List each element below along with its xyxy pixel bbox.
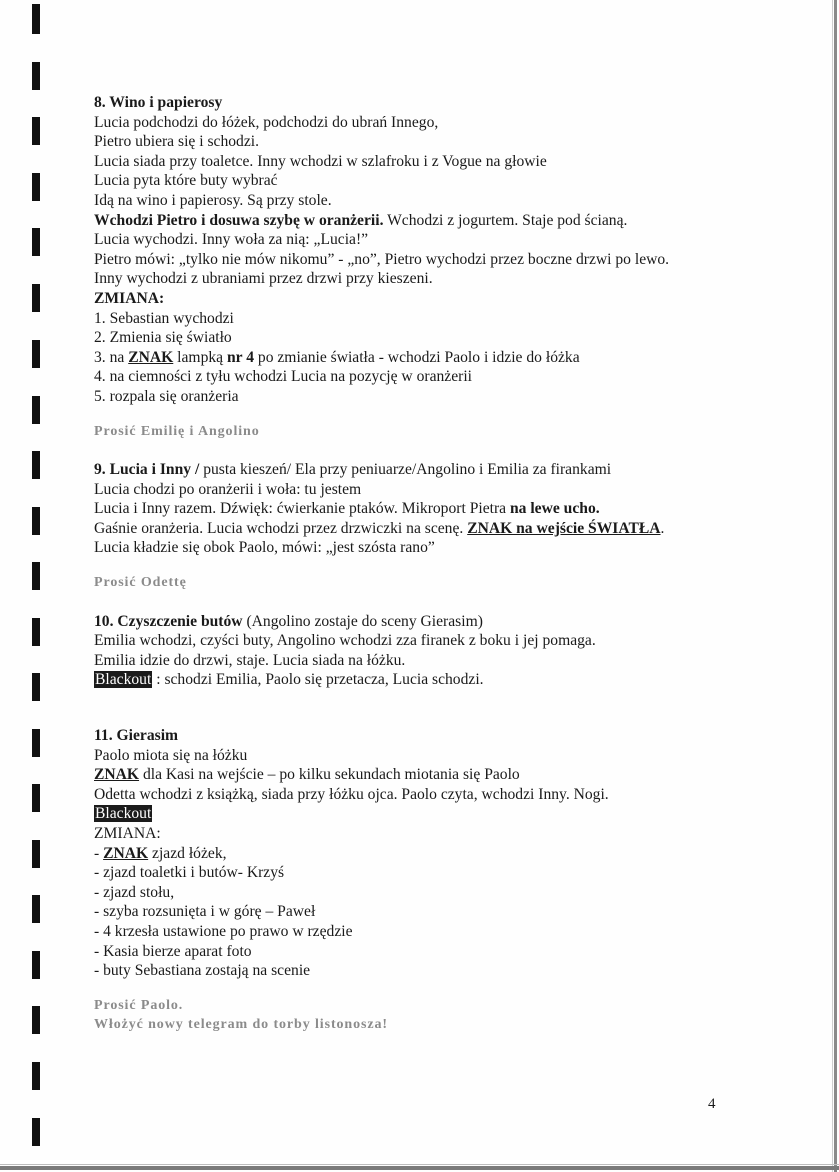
text-line: Idą na wino i papierosy. Są przy stole. xyxy=(94,191,332,209)
text-run: po zmianie światła - wchodzi Paolo i idzie do łóżka xyxy=(254,348,580,366)
text-run: Lucia i Inny razem. Dźwięk: ćwierkanie ptaków. Mikroport Pietra xyxy=(94,500,510,518)
document-body xyxy=(94,93,734,1035)
cue-marker: ZNAK xyxy=(103,844,149,862)
binder-hole-mark xyxy=(32,4,40,34)
call-note: Prosić Emilię i Angolino xyxy=(94,423,260,439)
binder-hole-mark xyxy=(32,1118,40,1146)
list-item: 4. na ciemności z tyłu wchodzi Lucia na pozycję w oranżerii xyxy=(94,368,472,386)
list-item xyxy=(94,348,734,368)
binder-hole-mark xyxy=(32,451,40,479)
bold-text: na lewe ucho. xyxy=(509,500,600,518)
page-number: 4 xyxy=(708,1096,716,1112)
list-item: - 4 krzesła ustawione po prawo w rzędzie xyxy=(94,922,353,940)
text-run: lampką xyxy=(173,348,227,366)
change-heading: ZMIANA: xyxy=(94,289,165,307)
text-line: Pietro mówi: „tylko nie mów nikomu” - „no”, Pietro wychodzi przez boczne drzwi po lewo. xyxy=(94,250,670,268)
list-item: 5. rozpala się oranżeria xyxy=(94,387,239,405)
binder-hole-mark xyxy=(32,1062,40,1090)
call-note: Prosić Paolo. xyxy=(94,997,184,1013)
text-run: (Angolino zostaje do sceny Gierasim) xyxy=(242,612,483,630)
binder-hole-mark xyxy=(32,228,40,256)
text-line: Paolo miota się na łóżku xyxy=(94,746,248,764)
section-11 xyxy=(94,726,734,1035)
text-run: Gaśnie oranżeria. Lucia wchodzi przez drzwiczki na scenę. xyxy=(94,519,468,537)
text-line xyxy=(94,804,734,824)
binder-hole-mark xyxy=(32,618,40,646)
section-10 xyxy=(94,612,734,690)
text-line xyxy=(94,499,734,519)
text-run: . xyxy=(660,519,665,537)
cue-marker: ZNAK xyxy=(94,766,140,784)
bold-text: nr 4 xyxy=(226,348,254,366)
blackout-highlight: Blackout xyxy=(95,805,152,823)
binder-hole-mark xyxy=(32,729,40,757)
bold-text: 10. Czyszczenie butów xyxy=(94,612,243,630)
text-line: Pietro ubiera się i schodzi. xyxy=(94,133,259,151)
section-heading xyxy=(94,612,734,632)
section-8 xyxy=(94,93,734,441)
section-9 xyxy=(94,460,734,593)
text-line: Lucia siada przy toaletce. Inny wchodzi w szlafroku i z Vogue na głowie xyxy=(94,152,547,170)
text-run: dla Kasi na wejście – po kilku sekundach miotania się Paolo xyxy=(139,766,520,784)
list-item xyxy=(94,844,734,864)
list-item: - Kasia bierze aparat foto xyxy=(94,942,252,960)
text-run: pusta kieszeń/ Ela przy peniuarze/Angolino i Emilia za firankami xyxy=(199,461,612,479)
text-line: Lucia chodzi po oranżerii i woła: tu jestem xyxy=(94,480,362,498)
section-heading: 11. Gierasim xyxy=(94,727,179,745)
scan-edge-right xyxy=(834,0,837,1172)
text-line: Lucia pyta które buty wybrać xyxy=(94,172,278,190)
binder-hole-mark xyxy=(32,1006,40,1034)
bold-text: 9. Lucia i Inny / xyxy=(94,461,200,479)
binder-hole-mark xyxy=(32,396,40,424)
binder-hole-mark xyxy=(32,784,40,812)
list-item: 1. Sebastian wychodzi xyxy=(94,309,234,327)
text-run: - xyxy=(94,844,104,862)
text-run: Wchodzi z jogurtem. Staje pod ścianą. xyxy=(383,211,628,229)
list-item: - zjazd stołu, xyxy=(94,883,175,901)
text-line: Odetta wchodzi z książką, siada przy łóżku ojca. Paolo czyta, wchodzi Inny. Nogi. xyxy=(94,785,609,803)
text-run: : schodzi Emilia, Paolo się przetacza, Lucia schodzi. xyxy=(152,671,484,689)
binder-hole-mark xyxy=(32,507,40,535)
call-note: Włożyć nowy telegram do torby listonosza! xyxy=(94,1017,388,1033)
binder-hole-mark xyxy=(32,840,40,868)
binder-hole-mark xyxy=(32,340,40,368)
scan-edge-bottom xyxy=(0,1166,839,1170)
text-line xyxy=(94,211,734,231)
blackout-highlight: Blackout xyxy=(95,671,152,689)
list-item: - zjazd toaletki i butów- Krzyś xyxy=(94,864,285,882)
text-line: Lucia wychodzi. Inny woła za nią: „Lucia!” xyxy=(94,231,369,249)
section-heading: 8. Wino i papierosy xyxy=(94,94,223,111)
binder-hole-mark xyxy=(32,284,40,312)
text-run: zjazd łóżek, xyxy=(148,844,227,862)
text-line xyxy=(94,519,734,539)
change-heading: ZMIANA: xyxy=(94,825,161,842)
binder-hole-mark xyxy=(32,673,40,701)
binder-hole-mark xyxy=(32,173,40,201)
scan-edge-bottom-inner xyxy=(0,1164,839,1165)
call-note: Prosić Odettę xyxy=(94,575,187,591)
list-item: 2. Zmienia się światło xyxy=(94,329,232,347)
binder-hole-mark xyxy=(32,895,40,923)
text-line: Emilia wchodzi, czyści buty, Angolino wchodzi zza firanek z boku i jej pomaga. xyxy=(94,632,596,650)
cue-marker: ZNAK na wejście ŚWIATŁA xyxy=(467,519,661,537)
text-line xyxy=(94,670,734,690)
binder-hole-mark xyxy=(32,951,40,979)
binder-hole-mark xyxy=(32,117,40,145)
binder-hole-mark xyxy=(32,562,40,590)
text-line xyxy=(94,765,734,785)
text-line: Lucia podchodzi do łóżek, podchodzi do ubrań Innego, xyxy=(94,113,439,131)
text-run: 3. na xyxy=(94,348,129,366)
text-line: Inny wychodzi z ubraniami przez drzwi przy kieszeni. xyxy=(94,270,433,288)
text-line: Lucia kładzie się obok Paolo, mówi: „jest szósta rano” xyxy=(94,539,435,557)
section-heading xyxy=(94,460,734,480)
binder-hole-mark xyxy=(32,62,40,90)
scan-edge-right-inner xyxy=(832,0,833,1172)
text-line: Emilia idzie do drzwi, staje. Lucia siada na łóżku. xyxy=(94,651,406,669)
bold-text: Wchodzi Pietro i dosuwa szybę w oranżerii. xyxy=(94,211,384,229)
cue-marker: ZNAK xyxy=(128,348,174,366)
list-item: - szyba rozsunięta i w górę – Paweł xyxy=(94,903,316,921)
list-item: - buty Sebastiana zostają na scenie xyxy=(94,962,311,980)
